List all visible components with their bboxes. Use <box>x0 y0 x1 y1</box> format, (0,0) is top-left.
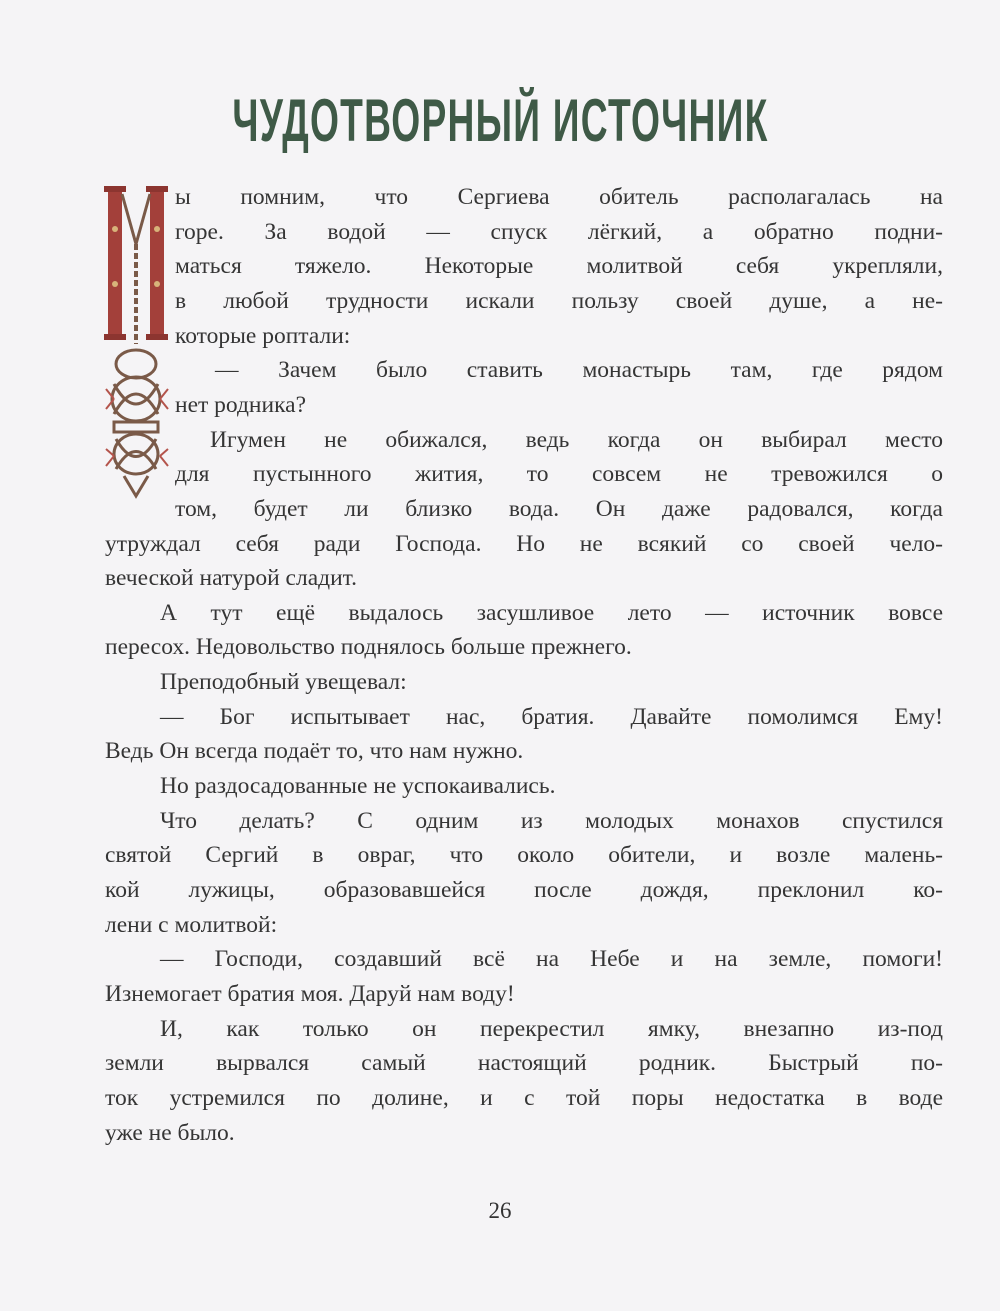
text-line: для пустынного жития, то совсем не тревожился о <box>175 461 943 488</box>
text-line: И, как только он перекрестил ямку, внезапно из-под <box>160 1015 943 1042</box>
text-line: Ведь Он всегда подаёт то, что нам нужно. <box>105 738 524 765</box>
chapter-title-text: ЧУДОТВОРНЫЙ ИСТОЧНИК <box>231 87 769 154</box>
text-line: Что делать? С одним из молодых монахов спустился <box>160 807 943 834</box>
text-line: святой Сергий в овраг, что около обители, и возле малень- <box>105 842 943 869</box>
page-number: 26 <box>488 1198 512 1223</box>
ornamental-drop-cap-icon <box>104 184 170 504</box>
text-line: — Бог испытывает нас, братия. Давайте помолимся Ему! <box>160 703 943 730</box>
text-line: веческой натурой сладит. <box>105 565 358 592</box>
chapter-title <box>0 86 1000 155</box>
text-line: утруждал себя ради Господа. Но не всякий со своей чело- <box>105 530 943 557</box>
text-line: ток устремился по долине, и с той поры недостатка в воде <box>105 1084 943 1111</box>
text-line: в любой трудности искали пользу своей душе, а не- <box>175 287 943 314</box>
text-line: лени с молитвой: <box>105 911 278 938</box>
text-line: — Господи, создавший всё на Небе и на земле, помоги! <box>160 946 943 973</box>
text-line: А тут ещё выдалось засушливое лето — источник вовсе <box>160 599 943 626</box>
text-line: Игумен не обижался, ведь когда он выбирал место <box>210 426 943 453</box>
text-line: уже не было. <box>105 1119 235 1146</box>
text-line: — Зачем было ставить монастырь там, где рядом <box>215 357 943 384</box>
text-line: пересох. Недовольство поднялось больше прежнего. <box>105 634 632 661</box>
text-line: нет родника? <box>175 391 307 418</box>
text-line: ы помним, что Сергиева обитель располагалась на <box>175 184 943 210</box>
text-line: горе. За водой — спуск лёгкий, а обратно подни- <box>175 218 943 245</box>
text-line: земли вырвался самый настоящий родник. Быстрый по- <box>105 1050 943 1077</box>
text-line: Преподобный увещевал: <box>160 669 407 696</box>
text-line: том, будет ли близко вода. Он даже радовался, когда <box>175 495 943 522</box>
text-line: которые роптали: <box>175 322 351 349</box>
text-line: Но раздосадованные не успокаивались. <box>160 773 556 800</box>
text-line: кой лужицы, образовавшейся после дождя, преклонил ко- <box>105 877 943 903</box>
text-line: маться тяжело. Некоторые молитвой себя укрепляли, <box>175 253 943 280</box>
text-line: Изнемогает братия моя. Даруй нам воду! <box>105 980 515 1007</box>
